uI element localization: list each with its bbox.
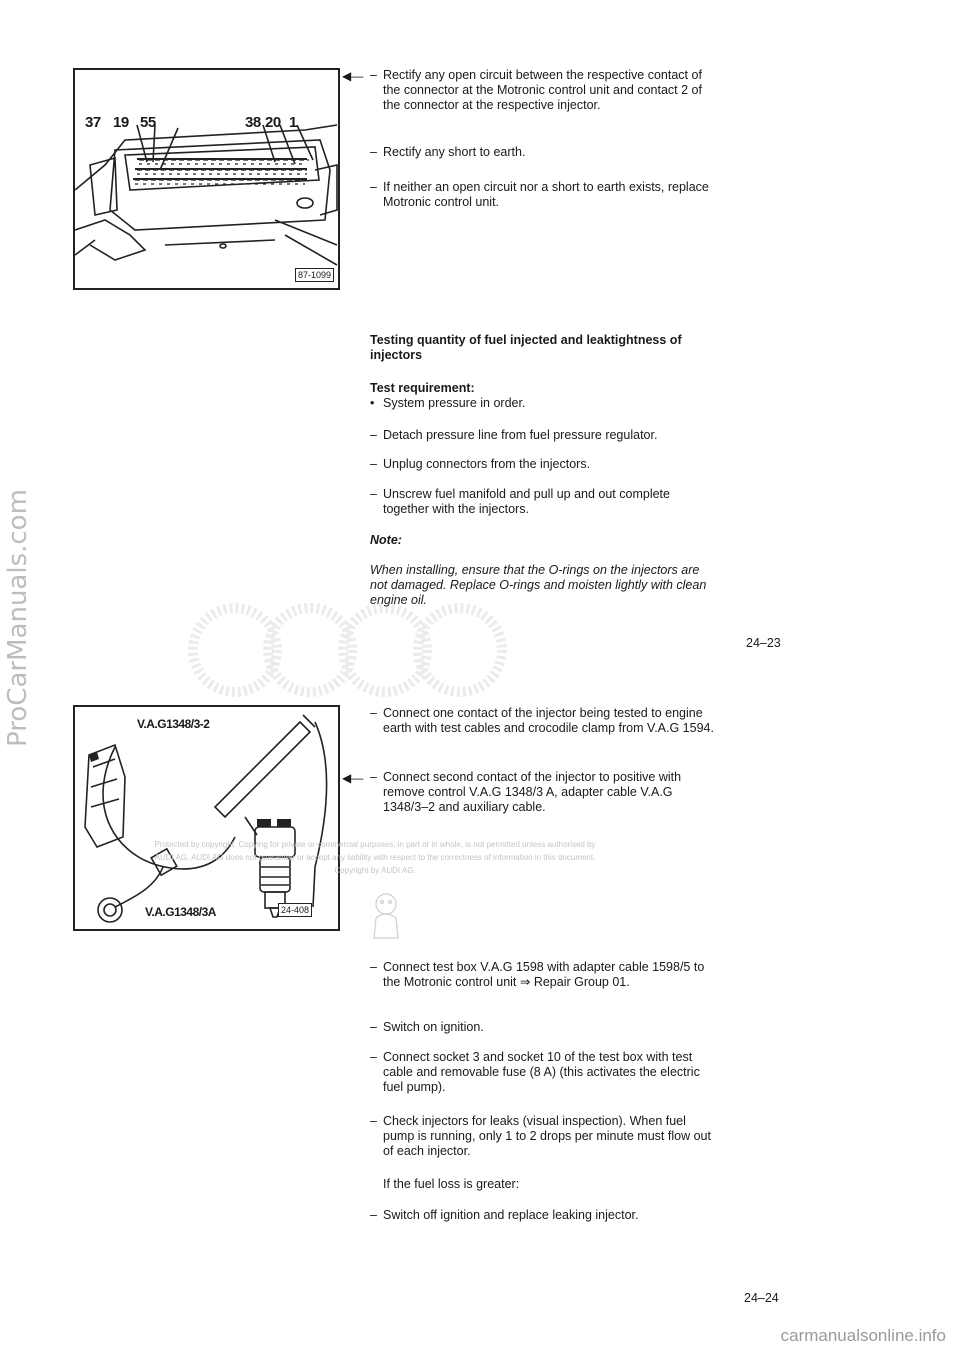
step-text: Connect socket 3 and socket 10 of the test box with test cable and removable fuse (8 A) (this activates the electric fuel pump). — [383, 1050, 700, 1094]
step-text: Connect one contact of the injector being tested to engine earth with test cables and crocodile clamp from V.A.G 1594. — [383, 706, 714, 735]
step-connect-first-contact — [370, 706, 715, 736]
pin-label-19: 19 — [113, 114, 129, 131]
arrow-left-icon: ◀— — [342, 69, 364, 83]
copyright-disclaimer: Protected by copyright. Copying for private or commercial purposes, in part or in whole, is not permitted unless authorised by AUDI AG. AUDI AG does not guarantee or accept any liability with respect to the correctness of information in this document. Copyright by AUDI AG. — [154, 840, 596, 875]
audi-rings-watermark — [180, 595, 520, 705]
step-check-injector-leaks — [370, 1114, 715, 1159]
note-text: When installing, ensure that the O-rings on the injectors are not damaged. Replace O-rings and moisten lightly with clean engine oil. — [370, 563, 707, 607]
step-switch-on-ignition — [370, 1020, 715, 1035]
step-unplug-connectors — [370, 457, 715, 472]
dash-marker: – — [370, 960, 377, 974]
dash-marker: – — [370, 706, 377, 720]
step-text: Detach pressure line from fuel pressure regulator. — [383, 428, 658, 442]
faint-mascot-watermark — [366, 888, 406, 943]
step-text: Unplug connectors from the injectors. — [383, 457, 591, 471]
step-text: If neither an open circuit nor a short to earth exists, replace Motronic control unit. — [383, 180, 709, 209]
label-adapter-cable: V.A.G1348/3-2 — [137, 717, 210, 731]
pin-label-20: 20 — [265, 114, 281, 131]
label-remote-control: V.A.G1348/3A — [145, 905, 216, 919]
step-text: Connect test box V.A.G 1598 with adapter cable 1598/5 to the Motronic control unit ⇒ Repair Group 01. — [383, 960, 705, 989]
step-text: Connect second contact of the injector to positive with remove control V.A.G 1348/3 A, adapter cable V.A.G 1348/3–2 and auxiliary cable. — [383, 770, 682, 814]
step-replace-control-unit — [370, 180, 715, 210]
arrow-left-icon: ◀— — [342, 771, 364, 785]
dash-marker: – — [370, 457, 377, 471]
step-text: Switch off ignition and replace leaking injector. — [383, 1208, 639, 1222]
step-text: Switch on ignition. — [383, 1020, 484, 1034]
step-connect-second-contact — [342, 770, 715, 815]
step-rectify-open-circuit — [342, 68, 715, 113]
pin-label-37: 37 — [85, 114, 101, 131]
step-switch-off-replace — [370, 1208, 715, 1223]
dash-marker: – — [370, 770, 377, 784]
page-number-bottom: 24–24 — [744, 1291, 779, 1305]
step-rectify-short — [370, 145, 715, 160]
section-heading: Testing quantity of fuel injected and leaktightness of injectors — [370, 333, 682, 362]
step-connect-sockets — [370, 1050, 715, 1095]
dash-marker: – — [370, 1020, 377, 1034]
dash-marker: – — [370, 428, 377, 442]
dash-marker: – — [370, 145, 377, 159]
test-requirement-bullet — [370, 396, 715, 411]
step-text: Rectify any open circuit between the respective contact of the connector at the Motronic control unit and contact 2 of the connector at the respective injector. — [383, 68, 702, 112]
fuel-loss-condition — [370, 1177, 715, 1192]
pin-label-1: 1 — [289, 114, 297, 131]
figure-code: 24-408 — [278, 903, 312, 917]
pin-label-38: 38 — [245, 114, 261, 131]
test-requirement-title: Test requirement: — [370, 381, 475, 395]
step-unscrew-manifold — [370, 487, 715, 517]
footer-watermark: carmanualsonline.info — [780, 1326, 946, 1345]
dash-marker: – — [370, 1208, 377, 1222]
dash-marker: – — [370, 1050, 377, 1064]
injector-test-figure — [73, 705, 340, 931]
bullet-marker: • — [370, 396, 375, 410]
injector-drawing — [75, 707, 338, 929]
dash-marker: – — [370, 180, 377, 194]
dash-marker: – — [370, 1114, 377, 1128]
figure-code: 87-1099 — [295, 268, 334, 282]
page-number-top: 24–23 — [746, 636, 781, 650]
sidebar-watermark: ProCarManuals.com — [3, 489, 33, 747]
step-text: Unscrew fuel manifold and pull up and out complete together with the injectors. — [383, 487, 670, 516]
connector-drawing — [75, 70, 338, 288]
step-connect-test-box — [370, 960, 715, 990]
pin-label-55: 55 — [140, 114, 156, 131]
dash-marker: – — [370, 487, 377, 501]
bullet-text: System pressure in order. — [383, 396, 526, 410]
condition-text: If the fuel loss is greater: — [383, 1177, 520, 1191]
dash-marker: – — [370, 68, 377, 82]
step-text: Check injectors for leaks (visual inspection). When fuel pump is running, only 1 to 2 drops per minute must flow out of each injector. — [383, 1114, 711, 1158]
step-text: Rectify any short to earth. — [383, 145, 526, 159]
note-title: Note: — [370, 533, 402, 547]
connector-figure — [73, 68, 340, 290]
step-detach-pressure-line — [370, 428, 715, 443]
